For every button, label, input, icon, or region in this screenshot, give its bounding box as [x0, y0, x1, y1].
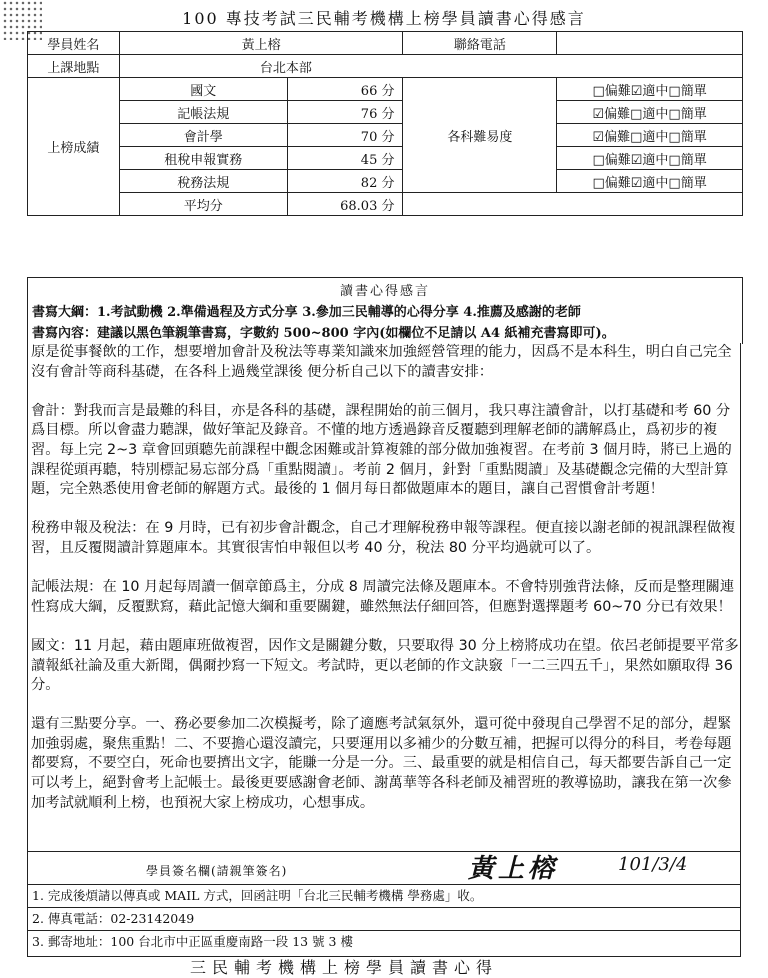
essay-paragraph: 國文：11 月起，藉由題庫班做複習，因作文是關鍵分數，只要取得 30 分上榜將成功在望。依呂老師提要平常多讀報紙社論及重大新聞，偶爾抄寫一下短文。考試時，更以老師的作文訣竅「一二三四五千」，果然如願取得 36 分。 [31, 637, 739, 694]
essay-paragraph: 還有三點要分享。一、務必要參加二次模擬考，除了適應考試氣氛外，還可從中發現自己學習不足的部分，趕緊加強弱處，聚焦重點！二、不要擔心還沒讀完，只要運用以多補少的分數互補，把握可以得分的科目，考卷每題都要寫，不要空白，死命也要擠出文字，能賺一分是一分。三、最重要的就是相信自己，每天都要告訴自己一定可以考上，絕對會考上記帳士。最後更要感謝會老師、謝萬華等各科老師及補習班的教導協助，讓我在第一次參加考試就順利上榜，也預祝大家上榜成功，心想事成。 [31, 716, 732, 811]
score-label: 上榜成績 [28, 78, 120, 216]
subject-name: 租稅申報實務 [119, 147, 287, 170]
footer-notes [27, 885, 741, 957]
place-label: 上課地點 [28, 55, 120, 78]
average-score: 68.03 分 [287, 193, 403, 216]
name-value: 黃上榕 [119, 32, 403, 55]
essay-content-rule: 書寫內容：建議以黑色筆親筆書寫，字數約 500~800 字內(如欄位不足請以 A4 紙補充書寫即可)。 [32, 326, 615, 341]
essay-paragraph: 會計：對我而言是最難的科目，亦是各科的基礎，課程開始的前三個月，我只專注讀會計，以打基礎和考 60 分爲目標。所以會盡力聽課，做好筆記及錄音。不懂的地方透過錄音反覆聽到理解老師的講解爲止，爲初步的複習。每上完 2~3 章會回頭聽先前課程中觀念困難或計算複雜的部分做加強複習。在考前 3 個月時，將已上過的課程從頭再聽，特別標記易忘部分爲「重點閱讀」。考前 2 個月，針對「重點閱讀」及基礎觀念完備的大型計算題，完全熟悉使用會老師的解題方式。最後的 1 個月每日都做題庫本的題目，讓自己習慣會計考題！ [31, 402, 732, 498]
signature-handwritten: 黃上榕 [468, 854, 559, 884]
difficulty-check[interactable]: □偏難☑適中□簡單 [557, 147, 743, 170]
signature-label: 學員簽名欄(請親筆簽名) [146, 864, 288, 878]
average-label: 平均分 [119, 193, 287, 216]
essay-heading: 讀書心得感言 [339, 284, 430, 299]
footer-note-1: 1. 完成後煩請以傳真或 MAIL 方式，回函註明「台北三民輔考機構 學務處」收。 [28, 885, 740, 908]
difficulty-check[interactable]: ☑偏難□適中□簡單 [557, 124, 743, 147]
essay-paragraph: 原是從事餐飲的工作，想要增加會計及稅法等專業知識來加強經營管理的能力，因爲不是本科生，明白自己完全沒有會計等商科基礎，在各科上過幾堂課後 便分析自己以下的讀書安排： [31, 344, 732, 380]
signature-row [27, 851, 741, 885]
subject-name: 稅務法規 [119, 170, 287, 193]
average-blank [403, 193, 743, 216]
essay-paragraph: 稅務申報及稅法：在 9 月時，已有初步會計觀念，自己才理解稅務申報等課程。便直接以謝老師的視訊課程做複習，且反覆閱讀計算題庫本。其實很害怕申報但以考 40 分，稅法 80 分平均過就可以了。 [31, 520, 736, 556]
subject-score: 70 分 [287, 124, 403, 147]
essay-header [27, 277, 743, 344]
footer-note-2: 2. 傳真電話：02-23142049 [28, 908, 740, 931]
signature-date: 101/3/4 [618, 854, 688, 875]
subject-name: 記帳法規 [119, 101, 287, 124]
footer-note-3: 3. 郵寄地址：100 台北市中正區重慶南路一段 13 號 3 樓 [32, 934, 353, 949]
page-title: 100 專技考試三民輔考機構上榜學員讀書心得感言 [182, 9, 586, 28]
subject-score: 76 分 [287, 101, 403, 124]
difficulty-check[interactable]: □偏難☑適中□簡單 [557, 170, 743, 193]
name-label: 學員姓名 [28, 32, 120, 55]
place-value: 台北本部 [119, 55, 742, 78]
essay-body [27, 343, 741, 851]
phone-value[interactable] [557, 32, 743, 55]
info-table [27, 31, 743, 216]
subject-score: 82 分 [287, 170, 403, 193]
subject-name: 國文 [119, 78, 287, 101]
essay-outline: 書寫大綱：1.考試動機 2.準備過程及方式分享 3.參加三民輔導的心得分享 4.推薦及感謝的老師 [32, 305, 581, 320]
difficulty-check[interactable]: ☑偏難□適中□簡單 [557, 101, 743, 124]
subject-score: 45 分 [287, 147, 403, 170]
essay-paragraph: 記帳法規：在 10 月起每周讀一個章節爲主，分成 8 周讀完法條及題庫本。不會特別強背法條，反而是整理關連性寫成大綱，反覆默寫，藉此記憶大綱和重要關鍵，雖然無法仔細回答，但應對選擇題考 60~70 分已有效果！ [31, 579, 735, 615]
subject-score: 66 分 [287, 78, 403, 101]
cut-off-banner: 三民輔考機構上榜學員讀書心得 [190, 958, 499, 977]
subject-name: 會計學 [119, 124, 287, 147]
difficulty-check[interactable]: □偏難☑適中□簡單 [557, 78, 743, 101]
phone-label: 聯絡電話 [403, 32, 557, 55]
difficulty-label: 各科難易度 [403, 78, 557, 193]
